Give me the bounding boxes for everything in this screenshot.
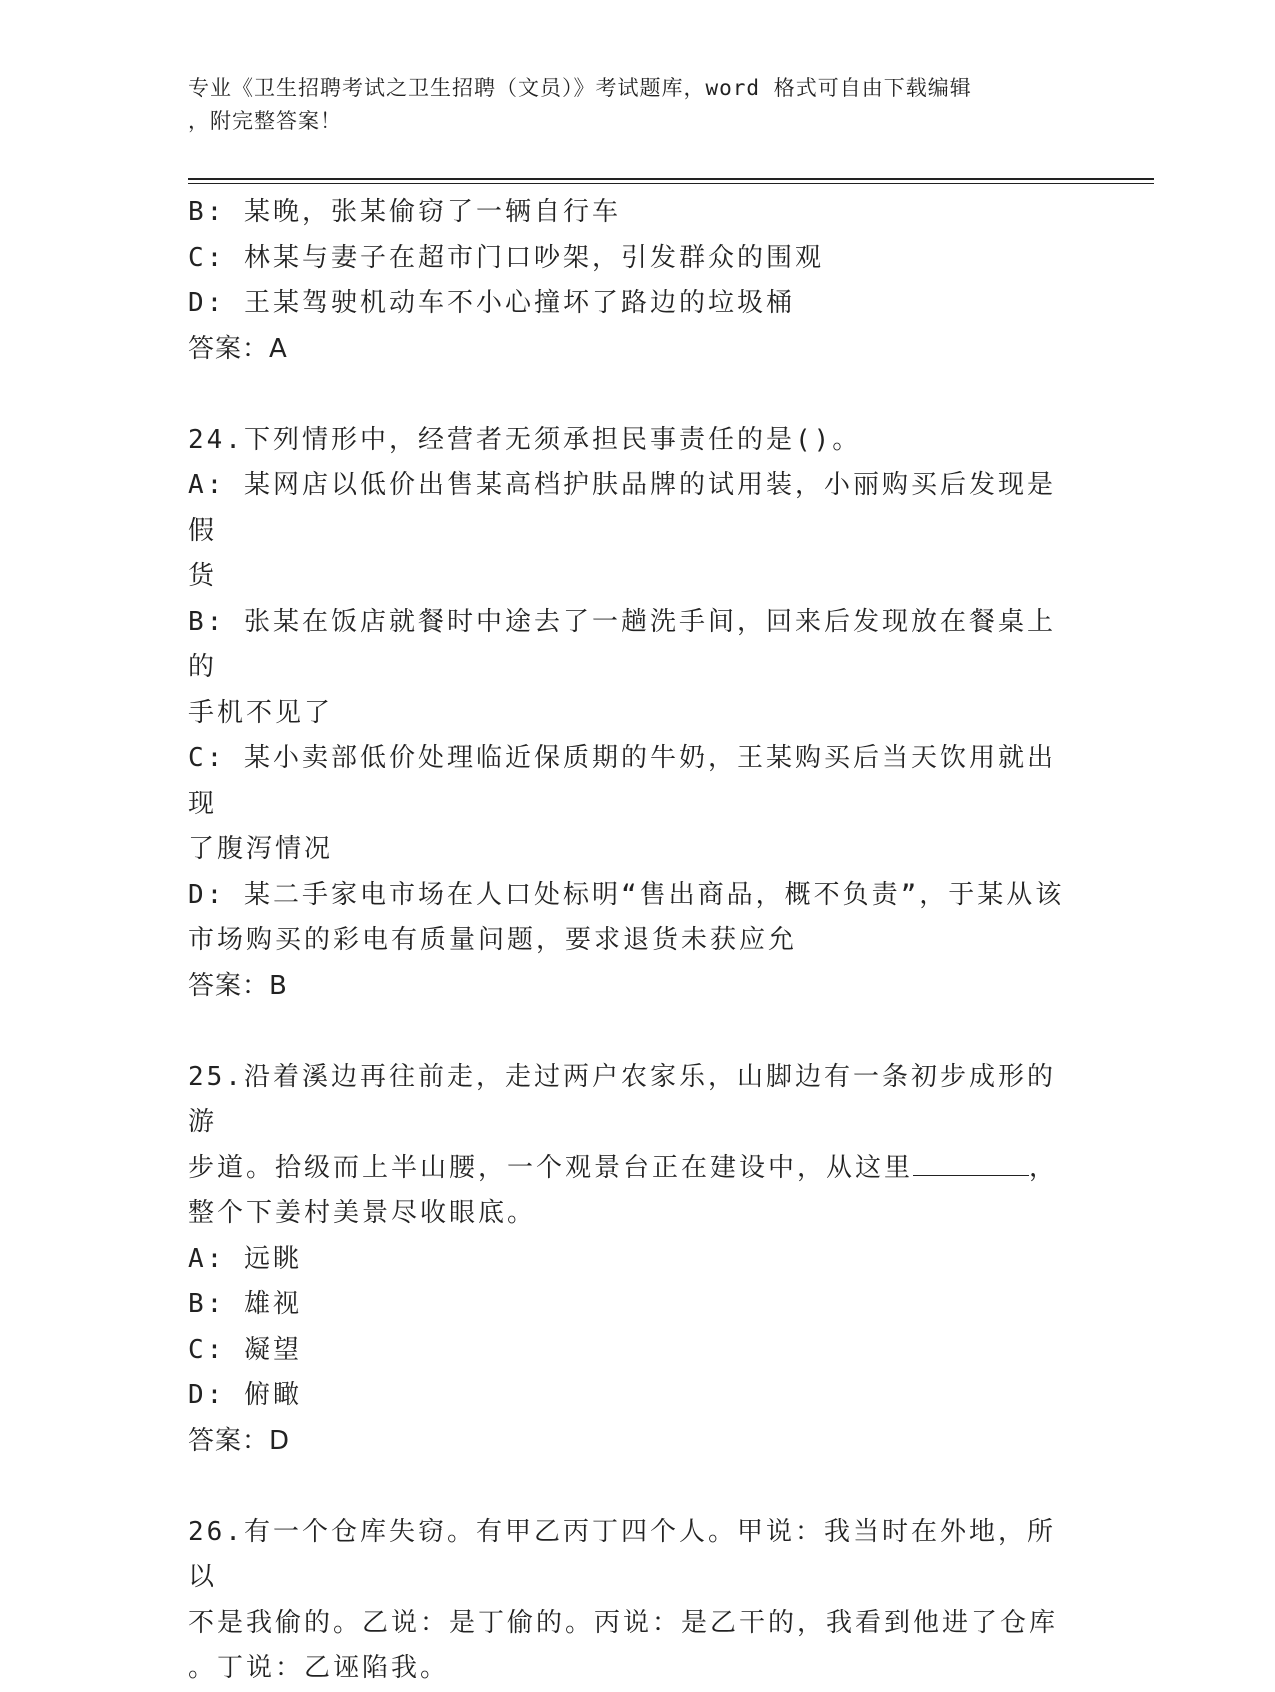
question-stem: 25.沿着溪边再往前走，走过两户农家乐，山脚边有一条初步成形的游: [188, 1061, 1056, 1137]
question-stem: 24.下列情形中，经营者无须承担民事责任的是()。: [188, 424, 862, 455]
question-content: [188, 190, 1068, 1692]
answer-line: 答案：D: [188, 1425, 291, 1456]
answer-line: 答案：A: [188, 333, 288, 364]
option-c: C: 某小卖部低价处理临近保质期的牛奶，王某购买后当天饮用就出现: [188, 743, 1056, 819]
option-d: D: 王某驾驶机动车不小心撞坏了路边的垃圾桶: [188, 288, 795, 318]
stem-text: 步道。拾级而上半山腰，一个观景台正在建设中，从这里: [188, 1152, 914, 1183]
header-line-2: ，附完整答案！: [188, 109, 342, 133]
question-25: [188, 1055, 1068, 1465]
option-a: A: 远眺: [188, 1243, 302, 1274]
option-a: A: 某网店以低价出售某高档护肤品牌的试用装，小丽购买后发现是假: [188, 470, 1056, 546]
stem-text: ，: [1029, 1152, 1059, 1183]
option-d: D: 某二手家电市场在人口处标明“售出商品，概不负责”，于某从该: [188, 879, 1065, 910]
option-c: C: 林某与妻子在超市门口吵架，引发群众的围观: [188, 242, 824, 273]
question-stem-continued: 不是我偷的。乙说：是丁偷的。丙说：是乙干的，我看到他进了仓库: [188, 1607, 1059, 1638]
option-b-continued: 手机不见了: [188, 697, 334, 728]
option-c: C: 凝望: [188, 1334, 302, 1365]
option-b: B: 雄视: [188, 1289, 302, 1319]
option-a-continued: 货: [188, 561, 218, 591]
question-stem-continued: 整个下姜村美景尽收眼底。: [188, 1198, 537, 1228]
option-c-continued: 了腹泻情况: [188, 834, 334, 864]
fill-in-blank: [913, 1149, 1029, 1176]
question-24: [188, 418, 1068, 1010]
question-stem: 26.有一个仓库失窃。有甲乙丙丁四个人。甲说：我当时在外地，所以: [188, 1516, 1056, 1592]
header-line-1: 专业《卫生招聘考试之卫生招聘（文员）》考试题库，word 格式可自由下载编辑: [188, 76, 972, 100]
question-stem-continued: 。丁说：乙诬陷我。: [188, 1653, 450, 1683]
option-d: D: 俯瞰: [188, 1380, 302, 1410]
header-divider-thick: [188, 178, 1154, 180]
option-b: B: 张某在饭店就餐时中途去了一趟洗手间，回来后发现放在餐桌上的: [188, 606, 1056, 682]
question-23-tail: [188, 190, 1068, 372]
question-26: [188, 1510, 1068, 1692]
page-header: [188, 72, 1068, 138]
spacer: [188, 1009, 1068, 1055]
option-d-continued: 市场购买的彩电有质量问题，要求退货未获应允: [188, 925, 798, 955]
spacer: [188, 1464, 1068, 1510]
option-b: B: 某晚，张某偷窃了一辆自行车: [188, 197, 621, 227]
question-stem-continued: [188, 1146, 1068, 1192]
spacer: [188, 372, 1068, 418]
answer-line: 答案：B: [188, 970, 288, 1001]
header-divider-thin: [188, 183, 1154, 184]
